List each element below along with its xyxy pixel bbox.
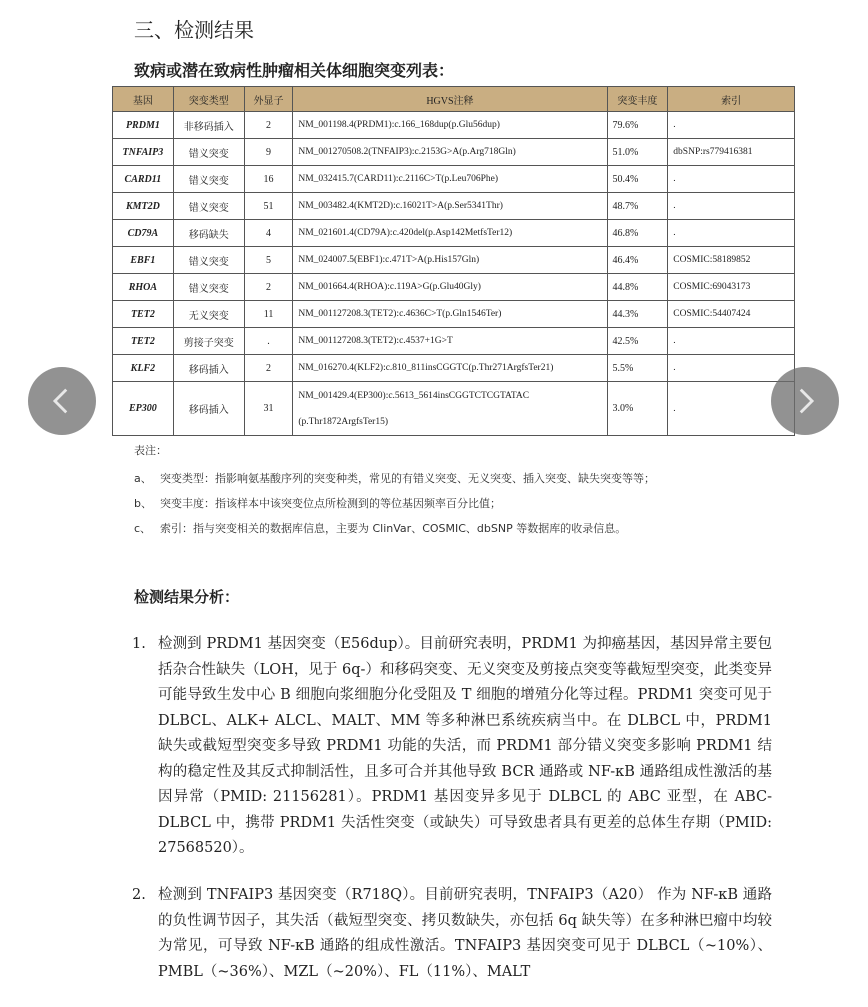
paragraph-number: 1. — [132, 636, 146, 652]
chevron-right-icon — [788, 384, 822, 418]
cell-type: 剪接子突变 — [173, 328, 244, 355]
cell-gene: TNFAIP3 — [113, 139, 174, 166]
cell-ref: . — [668, 166, 795, 193]
cell-ref: . — [668, 328, 795, 355]
cell-type: 错义突变 — [173, 166, 244, 193]
cell-hgvs — [293, 301, 607, 328]
cell-freq: 51.0% — [607, 139, 668, 166]
cell-type: 错义突变 — [173, 193, 244, 220]
note-item: a、 突变类型：指影响氨基酸序列的突变种类，常见的有错义突变、无义突变、插入突变、缺失突变等等； — [134, 472, 655, 485]
hgvs-line: NM_021601.4(CD79A):c.420del(p.Asp142MetfsTer12) — [298, 228, 513, 238]
cell-ref: . — [668, 193, 795, 220]
cell-hgvs — [293, 112, 607, 139]
cell-hgvs — [293, 274, 607, 301]
cell-ref: . — [668, 220, 795, 247]
cell-type: 移码插入 — [173, 382, 244, 436]
cell-hgvs — [293, 139, 607, 166]
analysis-paragraph — [132, 883, 772, 985]
cell-hgvs — [293, 328, 607, 355]
cell-ref: . — [668, 382, 795, 436]
cell-freq: 44.8% — [607, 274, 668, 301]
analysis-title: 检测结果分析： — [134, 588, 240, 606]
cell-type: 错义突变 — [173, 274, 244, 301]
cell-hgvs — [293, 220, 607, 247]
cell-gene: CD79A — [113, 220, 174, 247]
cell-gene: CARD11 — [113, 166, 174, 193]
cell-exon: 4 — [244, 220, 293, 247]
cell-type: 移码缺失 — [173, 220, 244, 247]
cell-freq: 79.6% — [607, 112, 668, 139]
table-row — [113, 382, 795, 436]
table-title: 致病或潜在致病性肿瘤相关体细胞突变列表： — [134, 61, 455, 80]
hgvs-line: NM_016270.4(KLF2):c.810_811insCGGTC(p.Thr271ArgfsTer21) — [298, 363, 554, 373]
hgvs-line: NM_032415.7(CARD11):c.2116C>T(p.Leu706Phe) — [298, 174, 499, 184]
cell-hgvs — [293, 382, 607, 436]
hgvs-line: NM_001127208.3(TET2):c.4537+1G>T — [298, 336, 453, 346]
cell-gene: EP300 — [113, 382, 174, 436]
hgvs-line: NM_001198.4(PRDM1):c.166_168dup(p.Glu56dup) — [298, 120, 500, 130]
cell-freq: 48.7% — [607, 193, 668, 220]
cell-hgvs — [293, 247, 607, 274]
table-row — [113, 274, 795, 301]
table-row — [113, 220, 795, 247]
cell-gene: RHOA — [113, 274, 174, 301]
table-row — [113, 301, 795, 328]
table-row — [113, 166, 795, 193]
header-exon: 外显子 — [244, 87, 293, 112]
cell-type: 错义突变 — [173, 139, 244, 166]
cell-exon: 5 — [244, 247, 293, 274]
mutation-table — [112, 86, 795, 436]
cell-exon: . — [244, 328, 293, 355]
table-row — [113, 355, 795, 382]
cell-freq: 5.5% — [607, 355, 668, 382]
hgvs-line: NM_003482.4(KMT2D):c.16021T>A(p.Ser5341Thr) — [298, 201, 503, 211]
table-row — [113, 139, 795, 166]
header-type: 突变类型 — [173, 87, 244, 112]
cell-type: 错义突变 — [173, 247, 244, 274]
hgvs-line: (p.Thr1872ArgfsTer15) — [298, 416, 389, 427]
header-gene: 基因 — [113, 87, 174, 112]
notes-label: 表注： — [134, 444, 167, 457]
paragraph-text: 检测到 TNFAIP3 基因突变（R718Q）。目前研究表明，TNFAIP3（A20） 作为 NF-κB 通路的负性调节因子，其失活（截短型突变、拷贝数缺失，亦包括 6q 缺失等）在多种淋巴瘤中均较为常见，可导致 NF-κB 通路的组成性激活。TNFAIP3 基因突变可见于 DLBCL（~10%）、PMBL（~36%）、MZL（~20%）、FL（11%）、MALT — [158, 887, 772, 980]
cell-exon: 11 — [244, 301, 293, 328]
cell-exon: 31 — [244, 382, 293, 436]
cell-gene: TET2 — [113, 328, 174, 355]
cell-exon: 16 — [244, 166, 293, 193]
cell-hgvs — [293, 355, 607, 382]
table-row — [113, 193, 795, 220]
cell-freq: 46.4% — [607, 247, 668, 274]
next-page-button[interactable] — [771, 367, 839, 435]
table-row — [113, 328, 795, 355]
analysis-paragraph — [132, 632, 772, 862]
hgvs-line: NM_001429.4(EP300):c.5613_5614insCGGTCTCGTATAC — [298, 390, 530, 401]
cell-ref: COSMIC:69043173 — [668, 274, 795, 301]
cell-ref: COSMIC:54407424 — [668, 301, 795, 328]
cell-freq: 50.4% — [607, 166, 668, 193]
table-header-row — [113, 87, 795, 112]
table-row — [113, 112, 795, 139]
hgvs-line: NM_001127208.3(TET2):c.4636C>T(p.Gln1546Ter) — [298, 309, 502, 319]
cell-freq: 42.5% — [607, 328, 668, 355]
header-ref: 索引 — [668, 87, 795, 112]
section-title: 三、检测结果 — [134, 18, 254, 42]
chevron-left-icon — [45, 384, 79, 418]
cell-gene: EBF1 — [113, 247, 174, 274]
cell-type: 无义突变 — [173, 301, 244, 328]
cell-gene: TET2 — [113, 301, 174, 328]
header-freq: 突变丰度 — [607, 87, 668, 112]
table-row — [113, 247, 795, 274]
note-item: b、 突变丰度：指该样本中该突变位点所检测到的等位基因频率百分比值； — [134, 497, 501, 510]
cell-ref: . — [668, 355, 795, 382]
cell-gene: KMT2D — [113, 193, 174, 220]
header-hgvs: HGVS注释 — [293, 87, 607, 112]
cell-gene: KLF2 — [113, 355, 174, 382]
cell-hgvs — [293, 166, 607, 193]
hgvs-line: NM_024007.5(EBF1):c.471T>A(p.His157Gln) — [298, 255, 480, 265]
prev-page-button[interactable] — [28, 367, 96, 435]
cell-type: 非移码插入 — [173, 112, 244, 139]
cell-ref: COSMIC:58189852 — [668, 247, 795, 274]
cell-exon: 2 — [244, 355, 293, 382]
paragraph-number: 2. — [132, 887, 146, 903]
cell-gene: PRDM1 — [113, 112, 174, 139]
note-item: c、 索引：指与突变相关的数据库信息，主要为 ClinVar、COSMIC、dbSNP 等数据库的收录信息。 — [134, 522, 627, 535]
cell-type: 移码插入 — [173, 355, 244, 382]
cell-freq: 44.3% — [607, 301, 668, 328]
cell-exon: 2 — [244, 112, 293, 139]
cell-exon: 2 — [244, 274, 293, 301]
cell-hgvs — [293, 193, 607, 220]
cell-freq: 46.8% — [607, 220, 668, 247]
hgvs-line: NM_001664.4(RHOA):c.119A>G(p.Glu40Gly) — [298, 282, 481, 292]
cell-ref: dbSNP:rs779416381 — [668, 139, 795, 166]
hgvs-line: NM_001270508.2(TNFAIP3):c.2153G>A(p.Arg718Gln) — [298, 147, 516, 157]
cell-exon: 51 — [244, 193, 293, 220]
cell-freq: 3.0% — [607, 382, 668, 436]
cell-ref: . — [668, 112, 795, 139]
paragraph-text: 检测到 PRDM1 基因突变（E56dup）。目前研究表明，PRDM1 为抑癌基因，基因异常主要包括杂合性缺失（LOH，见于 6q-）和移码突变、无义突变及剪接点突变等截短型突变，此类变异可能导致生发中心 B 细胞向浆细胞分化受阻及 T 细胞的增殖分化等过程。PRDM1 突变可见于 DLBCL、ALK+ ALCL、MALT、MM 等多种淋巴系统疾病当中。在 DLBCL 中，PRDM1 缺失或截短型突变多导致 PRDM1 功能的失活，而 PRDM1 部分错义突变多影响 PRDM1 结构的稳定性及其反式抑制活性，且多可合并其他导致 BCR 通路或 NF-κB 通路组成性激活的基因异常（PMID: 21156281）。PRDM1 基因变异多见于 DLBCL 的 ABC 亚型，在 ABC-DLBCL 中，携带 PRDM1 失活性突变（或缺失）可导致患者具有更差的总体生存期（PMID: 27568520）。 — [158, 636, 772, 856]
cell-exon: 9 — [244, 139, 293, 166]
